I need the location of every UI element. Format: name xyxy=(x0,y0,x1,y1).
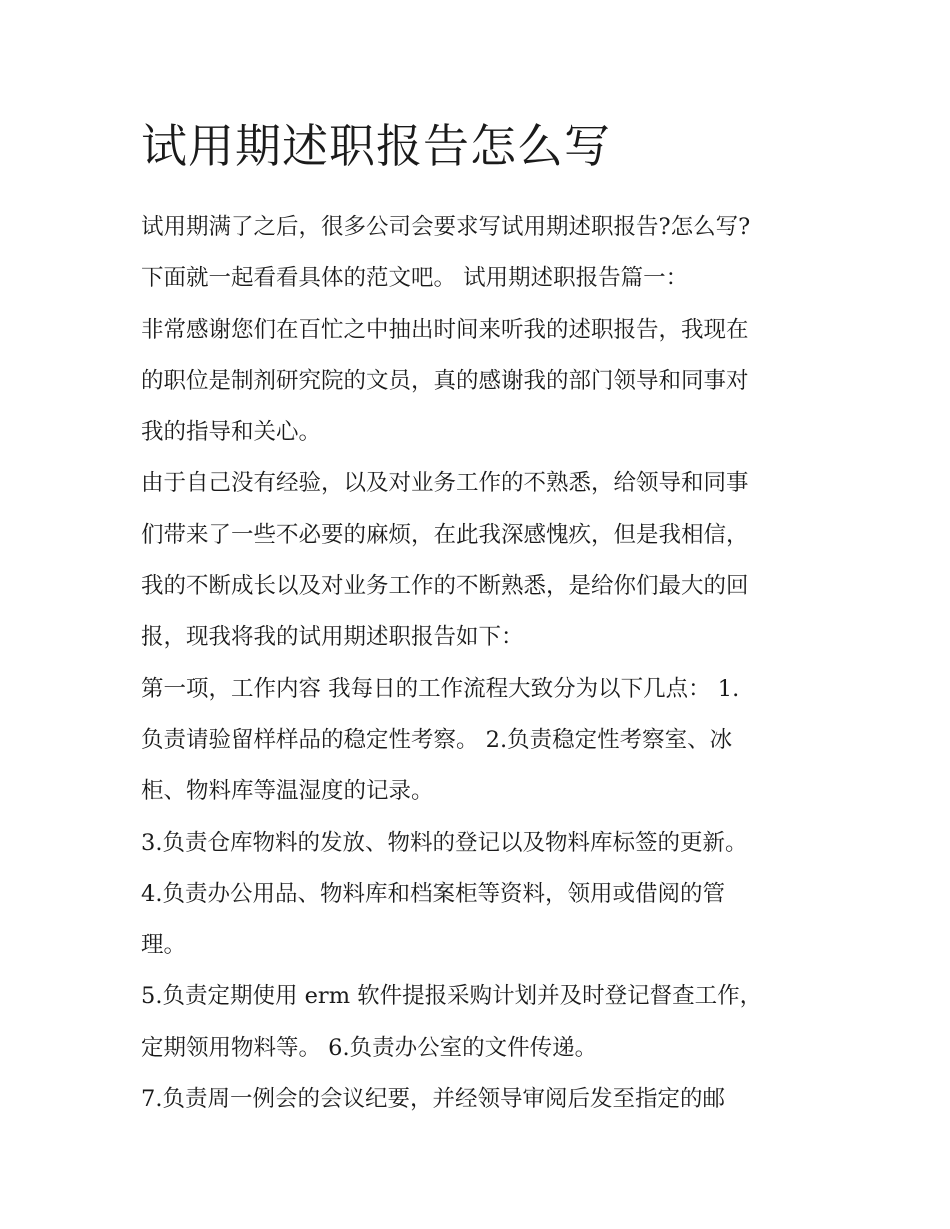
text-line: 们带来了一些不必要的麻烦，在此我深感愧疚，但是我相信， xyxy=(141,521,749,548)
document-body xyxy=(141,202,821,1125)
paragraph xyxy=(141,305,821,459)
text-line: 的职位是制剂研究院的文员，真的感谢我的部门领导和同事对 xyxy=(141,367,749,394)
text-line: 报，现我将我的试用期述职报告如下： xyxy=(141,624,524,651)
paragraph xyxy=(141,818,821,869)
paragraph xyxy=(141,202,821,305)
paragraph xyxy=(141,971,821,1074)
paragraph xyxy=(141,664,821,818)
text-line: 理。 xyxy=(141,932,187,959)
text-line: 负责请验留样样品的稳定性考察。 2.负责稳定性考察室、冰 xyxy=(141,726,733,753)
text-line: 柜、物料库等温湿度的记录。 xyxy=(141,778,434,805)
text-line: 我的指导和关心。 xyxy=(141,419,322,446)
text-line: 3.负责仓库物料的发放、物料的登记以及物料库标签的更新。 xyxy=(141,829,748,856)
text-line: 5.负责定期使用 erm 软件提报采购计划并及时登记督查工作， xyxy=(141,983,763,1010)
paragraph xyxy=(141,458,821,663)
text-line: 4.负责办公用品、物料库和档案柜等资料，领用或借阅的管 xyxy=(141,880,725,907)
text-line: 定期领用物料等。 6.负责办公室的文件传递。 xyxy=(141,1034,598,1061)
text-line: 非常感谢您们在百忙之中抽出时间来听我的述职报告，我现在 xyxy=(141,316,749,343)
text-line: 第一项，工作内容 我每日的工作流程大致分为以下几点： 1. xyxy=(141,675,740,702)
text-line: 我的不断成长以及对业务工作的不断熟悉，是给你们最大的回 xyxy=(141,573,749,600)
text-line: 7.负责周一例会的会议纪要，并经领导审阅后发至指定的邮 xyxy=(141,1086,725,1113)
document-page xyxy=(141,108,821,1125)
text-line: 由于自己没有经验，以及对业务工作的不熟悉，给领导和同事 xyxy=(141,470,749,497)
text-line: 试用期满了之后，很多公司会要求写试用期述职报告?怎么写? xyxy=(141,214,751,240)
document-title: 试用期述职报告怎么写 xyxy=(141,119,611,173)
text-line: 下面就一起看看具体的范文吧。 试用期述职报告篇一： xyxy=(141,265,689,292)
paragraph xyxy=(141,1074,821,1125)
paragraph xyxy=(141,869,821,972)
